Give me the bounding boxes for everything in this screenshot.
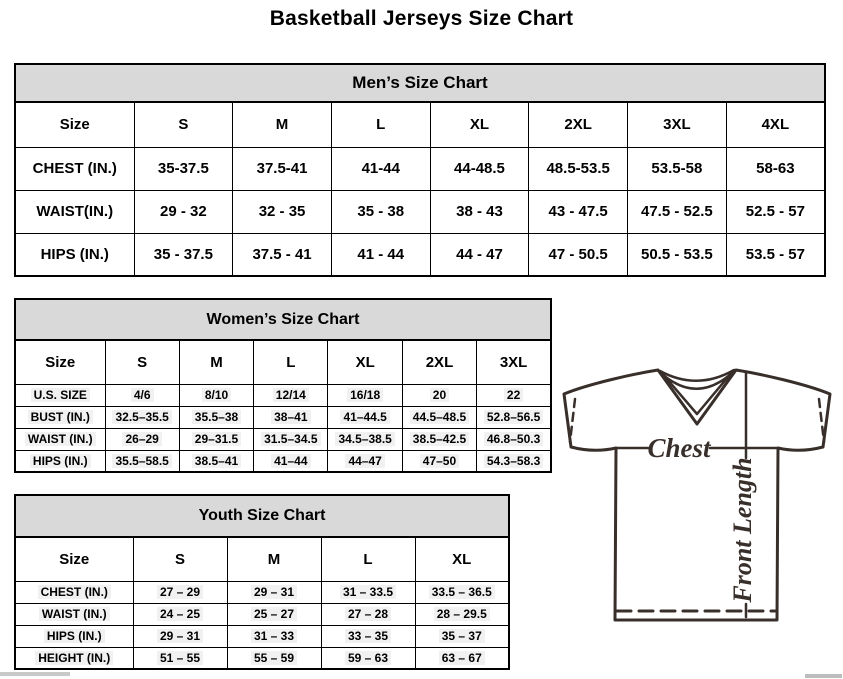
- measurement-cell: 38.5–42.5: [402, 428, 476, 450]
- measurement-cell: 41 - 44: [331, 233, 430, 276]
- measurement-cell: 59 – 63: [321, 647, 415, 669]
- size-label: Size: [15, 537, 133, 581]
- chest-label: Chest: [647, 433, 711, 463]
- measurement-cell: 8/10: [179, 384, 253, 406]
- row-label: WAIST (IN.): [15, 428, 105, 450]
- measurement-cell: 58-63: [726, 147, 825, 190]
- measurement-cell: 35.5–58.5: [105, 450, 179, 472]
- measurement-cell: 20: [402, 384, 476, 406]
- size-column-header: S: [134, 102, 233, 147]
- row-label: CHEST (IN.): [15, 147, 134, 190]
- measurement-cell: 31 – 33: [227, 625, 321, 647]
- size-column-header: 2XL: [529, 102, 628, 147]
- measurement-row: [15, 450, 551, 472]
- womens-chart-title: Women’s Size Chart: [14, 298, 552, 339]
- measurement-cell: 35.5–38: [179, 406, 253, 428]
- measurement-cell: 47 - 50.5: [529, 233, 628, 276]
- measurement-cell: 35 – 37: [415, 625, 509, 647]
- measurement-cell: 37.5-41: [233, 147, 332, 190]
- row-label: WAIST(IN.): [15, 190, 134, 233]
- size-column-header: XL: [328, 340, 402, 384]
- measurement-cell: 44–47: [328, 450, 402, 472]
- front-length-label: Front Length: [728, 457, 757, 603]
- measurement-cell: 43 - 47.5: [529, 190, 628, 233]
- size-header-row: [15, 102, 825, 147]
- measurement-cell: 25 – 27: [227, 603, 321, 625]
- left-cuff-dashed-seam: [570, 399, 575, 442]
- measurement-cell: 35 - 37.5: [134, 233, 233, 276]
- measurement-cell: 33 – 35: [321, 625, 415, 647]
- measurement-cell: 35 - 38: [331, 190, 430, 233]
- size-column-header: L: [254, 340, 328, 384]
- measurement-cell: 63 – 67: [415, 647, 509, 669]
- measurement-cell: 31 – 33.5: [321, 581, 415, 603]
- measurement-cell: 29 - 32: [134, 190, 233, 233]
- row-label: HIPS (IN.): [15, 450, 105, 472]
- jersey-measurement-diagram: [558, 358, 838, 628]
- measurement-cell: 47–50: [402, 450, 476, 472]
- measurement-cell: 35-37.5: [134, 147, 233, 190]
- measurement-cell: 31.5–34.5: [254, 428, 328, 450]
- measurement-cell: 16/18: [328, 384, 402, 406]
- measurement-row: [15, 384, 551, 406]
- row-label: HIPS (IN.): [15, 625, 133, 647]
- size-column-header: XL: [430, 102, 529, 147]
- youth-table: [14, 536, 510, 670]
- measurement-cell: 38.5–41: [179, 450, 253, 472]
- size-column-header: 3XL: [477, 340, 551, 384]
- measurement-cell: 29 – 31: [133, 625, 227, 647]
- measurement-cell: 4/6: [105, 384, 179, 406]
- measurement-cell: 32.5–35.5: [105, 406, 179, 428]
- row-label: CHEST (IN.): [15, 581, 133, 603]
- measurement-cell: 52.5 - 57: [726, 190, 825, 233]
- size-column-header: L: [321, 537, 415, 581]
- size-column-header: 3XL: [628, 102, 727, 147]
- measurement-row: [15, 625, 509, 647]
- right-cuff-dashed-seam: [819, 399, 824, 442]
- size-column-header: S: [105, 340, 179, 384]
- size-column-header: 2XL: [402, 340, 476, 384]
- measurement-cell: 55 – 59: [227, 647, 321, 669]
- measurement-cell: 24 – 25: [133, 603, 227, 625]
- measurement-cell: 38–41: [254, 406, 328, 428]
- collar-detail-lines: [660, 370, 734, 414]
- measurement-cell: 44-48.5: [430, 147, 529, 190]
- measurement-row: [15, 428, 551, 450]
- measurement-cell: 48.5-53.5: [529, 147, 628, 190]
- measurement-row: [15, 233, 825, 276]
- size-column-header: S: [133, 537, 227, 581]
- measurement-cell: 44 - 47: [430, 233, 529, 276]
- measurement-cell: 53.5 - 57: [726, 233, 825, 276]
- measurement-cell: 12/14: [254, 384, 328, 406]
- size-column-header: M: [227, 537, 321, 581]
- size-header-row: [15, 340, 551, 384]
- measurement-cell: 32 - 35: [233, 190, 332, 233]
- measurement-cell: 46.8–50.3: [477, 428, 551, 450]
- row-label: BUST (IN.): [15, 406, 105, 428]
- measurement-cell: 37.5 - 41: [233, 233, 332, 276]
- measurement-cell: 41–44: [254, 450, 328, 472]
- measurement-cell: 27 – 29: [133, 581, 227, 603]
- mens-chart-title: Men’s Size Chart: [14, 63, 826, 101]
- measurement-cell: 29–31.5: [179, 428, 253, 450]
- size-column-header: 4XL: [726, 102, 825, 147]
- measurement-cell: 22: [477, 384, 551, 406]
- womens-table: [14, 339, 552, 473]
- youth-size-chart: [14, 494, 510, 670]
- youth-chart-title: Youth Size Chart: [14, 494, 510, 536]
- size-column-header: M: [233, 102, 332, 147]
- measurement-cell: 26–29: [105, 428, 179, 450]
- mens-size-chart: [14, 63, 826, 277]
- size-column-header: XL: [415, 537, 509, 581]
- measurement-cell: 33.5 – 36.5: [415, 581, 509, 603]
- size-header-row: [15, 537, 509, 581]
- measurement-row: [15, 603, 509, 625]
- measurement-row: [15, 190, 825, 233]
- measurement-cell: 41–44.5: [328, 406, 402, 428]
- mens-table: [14, 101, 826, 277]
- row-label: WAIST (IN.): [15, 603, 133, 625]
- measurement-cell: 41-44: [331, 147, 430, 190]
- measurement-row: [15, 647, 509, 669]
- jersey-outline-shape: [564, 370, 830, 620]
- measurement-cell: 44.5–48.5: [402, 406, 476, 428]
- measurement-cell: 34.5–38.5: [328, 428, 402, 450]
- measurement-cell: 38 - 43: [430, 190, 529, 233]
- row-label: HIPS (IN.): [15, 233, 134, 276]
- size-label: Size: [15, 102, 134, 147]
- scrollbar-thumb-right[interactable]: [805, 674, 842, 678]
- scrollbar-thumb-left[interactable]: [0, 672, 70, 676]
- measurement-row: [15, 406, 551, 428]
- row-label: U.S. SIZE: [15, 384, 105, 406]
- measurement-cell: 28 – 29.5: [415, 603, 509, 625]
- page-title: Basketball Jerseys Size Chart: [269, 7, 574, 30]
- measurement-row: [15, 147, 825, 190]
- measurement-cell: 47.5 - 52.5: [628, 190, 727, 233]
- measurement-cell: 52.8–56.5: [477, 406, 551, 428]
- measurement-row: [15, 581, 509, 603]
- measurement-cell: 51 – 55: [133, 647, 227, 669]
- measurement-cell: 29 – 31: [227, 581, 321, 603]
- measurement-cell: 50.5 - 53.5: [628, 233, 727, 276]
- size-column-header: M: [179, 340, 253, 384]
- row-label: HEIGHT (IN.): [15, 647, 133, 669]
- size-column-header: L: [331, 102, 430, 147]
- size-label: Size: [15, 340, 105, 384]
- measurement-cell: 27 – 28: [321, 603, 415, 625]
- measurement-cell: 53.5-58: [628, 147, 727, 190]
- measurement-cell: 54.3–58.3: [477, 450, 551, 472]
- womens-size-chart: [14, 298, 552, 473]
